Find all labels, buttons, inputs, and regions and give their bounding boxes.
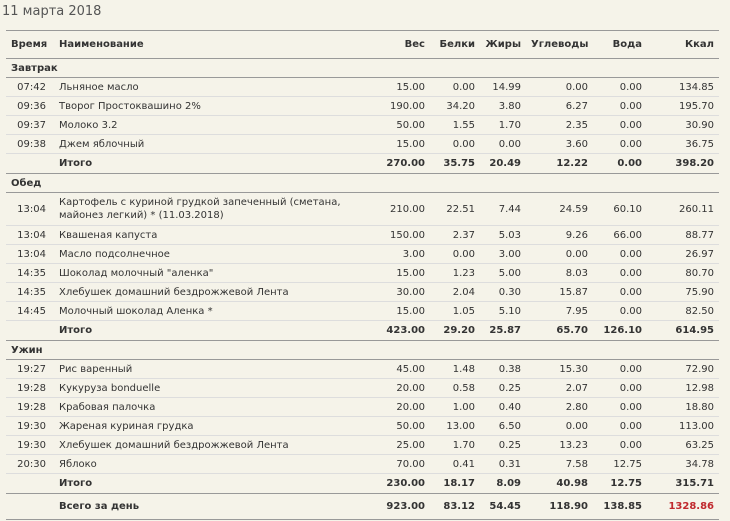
food-weight: 50.00 <box>360 116 430 135</box>
food-carbs: 9.26 <box>526 226 593 245</box>
meal-title: Обед <box>6 174 719 193</box>
food-fat: 5.10 <box>480 302 526 321</box>
food-diary-table <box>6 30 719 520</box>
total-water: 126.10 <box>593 321 647 341</box>
food-name[interactable]: Творог Простоквашино 2% <box>54 97 360 116</box>
col-kcal-header: Ккал <box>647 31 719 59</box>
total-kcal: 398.20 <box>647 154 719 174</box>
food-time: 13:04 <box>6 245 54 264</box>
col-fat-header: Жиры <box>480 31 526 59</box>
meal-section-lunch <box>6 174 719 193</box>
total-kcal: 315.71 <box>647 474 719 494</box>
food-kcal: 63.25 <box>647 436 719 455</box>
food-fat: 0.38 <box>480 360 526 379</box>
food-carbs: 13.23 <box>526 436 593 455</box>
col-water-header: Вода <box>593 31 647 59</box>
meal-total-row <box>6 321 719 341</box>
food-carbs: 3.60 <box>526 135 593 154</box>
food-protein: 0.00 <box>430 135 480 154</box>
food-name[interactable]: Яблоко <box>54 455 360 474</box>
food-kcal: 82.50 <box>647 302 719 321</box>
food-fat: 0.00 <box>480 135 526 154</box>
col-time-header: Время <box>6 31 54 59</box>
total-label: Итого <box>54 321 360 341</box>
food-fat: 14.99 <box>480 78 526 97</box>
food-name[interactable]: Льняное масло <box>54 78 360 97</box>
total-kcal: 614.95 <box>647 321 719 341</box>
total-spacer <box>6 321 54 341</box>
food-time: 09:38 <box>6 135 54 154</box>
food-time: 20:30 <box>6 455 54 474</box>
food-protein: 1.48 <box>430 360 480 379</box>
food-time: 14:35 <box>6 264 54 283</box>
day-total-spacer <box>6 494 54 520</box>
food-time: 19:30 <box>6 417 54 436</box>
food-water: 0.00 <box>593 283 647 302</box>
food-name[interactable]: Джем яблочный <box>54 135 360 154</box>
day-total-carbs: 118.90 <box>526 494 593 520</box>
day-total-weight: 923.00 <box>360 494 430 520</box>
total-label: Итого <box>54 154 360 174</box>
food-time: 19:28 <box>6 398 54 417</box>
total-protein: 18.17 <box>430 474 480 494</box>
food-fat: 3.80 <box>480 97 526 116</box>
col-carbs-header: Углеводы <box>526 31 593 59</box>
total-weight: 270.00 <box>360 154 430 174</box>
food-row[interactable] <box>6 97 719 116</box>
total-spacer <box>6 474 54 494</box>
food-row[interactable] <box>6 455 719 474</box>
food-kcal: 88.77 <box>647 226 719 245</box>
food-time: 13:04 <box>6 226 54 245</box>
food-time: 19:28 <box>6 379 54 398</box>
total-protein: 29.20 <box>430 321 480 341</box>
food-weight: 150.00 <box>360 226 430 245</box>
food-water: 0.00 <box>593 436 647 455</box>
meal-total-row <box>6 474 719 494</box>
food-kcal: 26.97 <box>647 245 719 264</box>
food-kcal: 34.78 <box>647 455 719 474</box>
food-time: 13:04 <box>6 193 54 226</box>
food-fat: 0.30 <box>480 283 526 302</box>
food-row[interactable] <box>6 398 719 417</box>
food-row[interactable] <box>6 116 719 135</box>
total-weight: 423.00 <box>360 321 430 341</box>
food-protein: 34.20 <box>430 97 480 116</box>
food-weight: 15.00 <box>360 135 430 154</box>
food-kcal: 134.85 <box>647 78 719 97</box>
food-row[interactable] <box>6 436 719 455</box>
col-weight-header: Вес <box>360 31 430 59</box>
food-carbs: 15.87 <box>526 283 593 302</box>
total-carbs: 40.98 <box>526 474 593 494</box>
food-protein: 0.41 <box>430 455 480 474</box>
food-weight: 15.00 <box>360 78 430 97</box>
food-row[interactable] <box>6 264 719 283</box>
food-row[interactable] <box>6 283 719 302</box>
food-water: 0.00 <box>593 379 647 398</box>
food-protein: 1.05 <box>430 302 480 321</box>
food-water: 0.00 <box>593 302 647 321</box>
meal-total-row <box>6 154 719 174</box>
food-row[interactable] <box>6 78 719 97</box>
food-name[interactable]: Рис варенный <box>54 360 360 379</box>
food-kcal: 18.80 <box>647 398 719 417</box>
total-fat: 25.87 <box>480 321 526 341</box>
day-total-fat: 54.45 <box>480 494 526 520</box>
food-fat: 6.50 <box>480 417 526 436</box>
food-carbs: 7.95 <box>526 302 593 321</box>
food-protein: 1.23 <box>430 264 480 283</box>
food-carbs: 6.27 <box>526 97 593 116</box>
total-spacer <box>6 154 54 174</box>
food-time: 19:27 <box>6 360 54 379</box>
food-time: 14:45 <box>6 302 54 321</box>
food-water: 0.00 <box>593 245 647 264</box>
col-name-header: Наименование <box>54 31 360 59</box>
food-carbs: 2.35 <box>526 116 593 135</box>
food-fat: 0.25 <box>480 436 526 455</box>
food-name[interactable]: Молочный шоколад Аленка * <box>54 302 360 321</box>
food-water: 0.00 <box>593 78 647 97</box>
food-protein: 0.00 <box>430 78 480 97</box>
food-protein: 2.04 <box>430 283 480 302</box>
food-carbs: 2.80 <box>526 398 593 417</box>
food-time: 07:42 <box>6 78 54 97</box>
food-time: 09:37 <box>6 116 54 135</box>
food-water: 60.10 <box>593 193 647 226</box>
food-carbs: 0.00 <box>526 78 593 97</box>
food-row[interactable] <box>6 193 719 226</box>
food-name[interactable]: Масло подсолнечное <box>54 245 360 264</box>
food-name[interactable]: Крабовая палочка <box>54 398 360 417</box>
food-name[interactable]: Хлебушек домашний бездрожжевой Лента <box>54 283 360 302</box>
food-kcal: 195.70 <box>647 97 719 116</box>
food-fat: 5.03 <box>480 226 526 245</box>
food-water: 0.00 <box>593 398 647 417</box>
food-protein: 0.58 <box>430 379 480 398</box>
food-weight: 3.00 <box>360 245 430 264</box>
food-weight: 70.00 <box>360 455 430 474</box>
food-weight: 45.00 <box>360 360 430 379</box>
food-time: 09:36 <box>6 97 54 116</box>
food-carbs: 2.07 <box>526 379 593 398</box>
food-kcal: 12.98 <box>647 379 719 398</box>
food-weight: 15.00 <box>360 264 430 283</box>
food-name[interactable]: Жареная куриная грудка <box>54 417 360 436</box>
food-weight: 25.00 <box>360 436 430 455</box>
food-kcal: 260.11 <box>647 193 719 226</box>
food-carbs: 15.30 <box>526 360 593 379</box>
meal-title: Ужин <box>6 341 719 360</box>
food-water: 0.00 <box>593 97 647 116</box>
food-fat: 0.31 <box>480 455 526 474</box>
food-carbs: 24.59 <box>526 193 593 226</box>
food-kcal: 36.75 <box>647 135 719 154</box>
food-water: 0.00 <box>593 417 647 436</box>
food-time: 14:35 <box>6 283 54 302</box>
food-water: 0.00 <box>593 135 647 154</box>
food-weight: 20.00 <box>360 379 430 398</box>
day-total-row <box>6 494 719 520</box>
food-row[interactable] <box>6 135 719 154</box>
food-kcal: 113.00 <box>647 417 719 436</box>
food-kcal: 80.70 <box>647 264 719 283</box>
total-water: 12.75 <box>593 474 647 494</box>
food-protein: 13.00 <box>430 417 480 436</box>
food-protein: 0.00 <box>430 245 480 264</box>
diary-date: 11 марта 2018 <box>2 4 102 19</box>
food-carbs: 7.58 <box>526 455 593 474</box>
food-water: 0.00 <box>593 360 647 379</box>
food-fat: 0.25 <box>480 379 526 398</box>
meal-section-breakfast <box>6 59 719 78</box>
food-weight: 30.00 <box>360 283 430 302</box>
food-protein: 1.55 <box>430 116 480 135</box>
food-protein: 2.37 <box>430 226 480 245</box>
food-name[interactable]: Квашеная капуста <box>54 226 360 245</box>
day-total-label: Всего за день <box>54 494 360 520</box>
food-row[interactable] <box>6 379 719 398</box>
food-name[interactable]: Картофель с куриной грудкой запеченный (сметана, майонез легкий) * (11.03.2018) <box>54 193 360 226</box>
food-water: 12.75 <box>593 455 647 474</box>
day-total-water: 138.85 <box>593 494 647 520</box>
food-protein: 1.00 <box>430 398 480 417</box>
meal-section-dinner <box>6 341 719 360</box>
total-protein: 35.75 <box>430 154 480 174</box>
food-name[interactable]: Кукуруза bonduelle <box>54 379 360 398</box>
food-row[interactable] <box>6 417 719 436</box>
food-fat: 0.40 <box>480 398 526 417</box>
food-row[interactable] <box>6 360 719 379</box>
day-total-kcal: 1328.86 <box>647 494 719 520</box>
food-water: 0.00 <box>593 116 647 135</box>
table-header-row <box>6 31 719 59</box>
food-weight: 20.00 <box>360 398 430 417</box>
food-fat: 1.70 <box>480 116 526 135</box>
total-carbs: 65.70 <box>526 321 593 341</box>
food-fat: 5.00 <box>480 264 526 283</box>
day-total-protein: 83.12 <box>430 494 480 520</box>
food-weight: 190.00 <box>360 97 430 116</box>
food-carbs: 8.03 <box>526 264 593 283</box>
food-protein: 1.70 <box>430 436 480 455</box>
food-name[interactable]: Шоколад молочный "аленка" <box>54 264 360 283</box>
total-label: Итого <box>54 474 360 494</box>
meal-title: Завтрак <box>6 59 719 78</box>
food-water: 0.00 <box>593 264 647 283</box>
food-kcal: 75.90 <box>647 283 719 302</box>
food-row[interactable] <box>6 302 719 321</box>
food-carbs: 0.00 <box>526 245 593 264</box>
food-weight: 15.00 <box>360 302 430 321</box>
food-fat: 7.44 <box>480 193 526 226</box>
food-name[interactable]: Хлебушек домашний бездрожжевой Лента <box>54 436 360 455</box>
food-row[interactable] <box>6 226 719 245</box>
food-time: 19:30 <box>6 436 54 455</box>
total-weight: 230.00 <box>360 474 430 494</box>
food-weight: 50.00 <box>360 417 430 436</box>
food-carbs: 0.00 <box>526 417 593 436</box>
food-fat: 3.00 <box>480 245 526 264</box>
total-fat: 8.09 <box>480 474 526 494</box>
food-row[interactable] <box>6 245 719 264</box>
total-fat: 20.49 <box>480 154 526 174</box>
food-water: 66.00 <box>593 226 647 245</box>
food-protein: 22.51 <box>430 193 480 226</box>
total-water: 0.00 <box>593 154 647 174</box>
col-protein-header: Белки <box>430 31 480 59</box>
food-name[interactable]: Молоко 3.2 <box>54 116 360 135</box>
food-kcal: 72.90 <box>647 360 719 379</box>
total-carbs: 12.22 <box>526 154 593 174</box>
food-weight: 210.00 <box>360 193 430 226</box>
food-kcal: 30.90 <box>647 116 719 135</box>
